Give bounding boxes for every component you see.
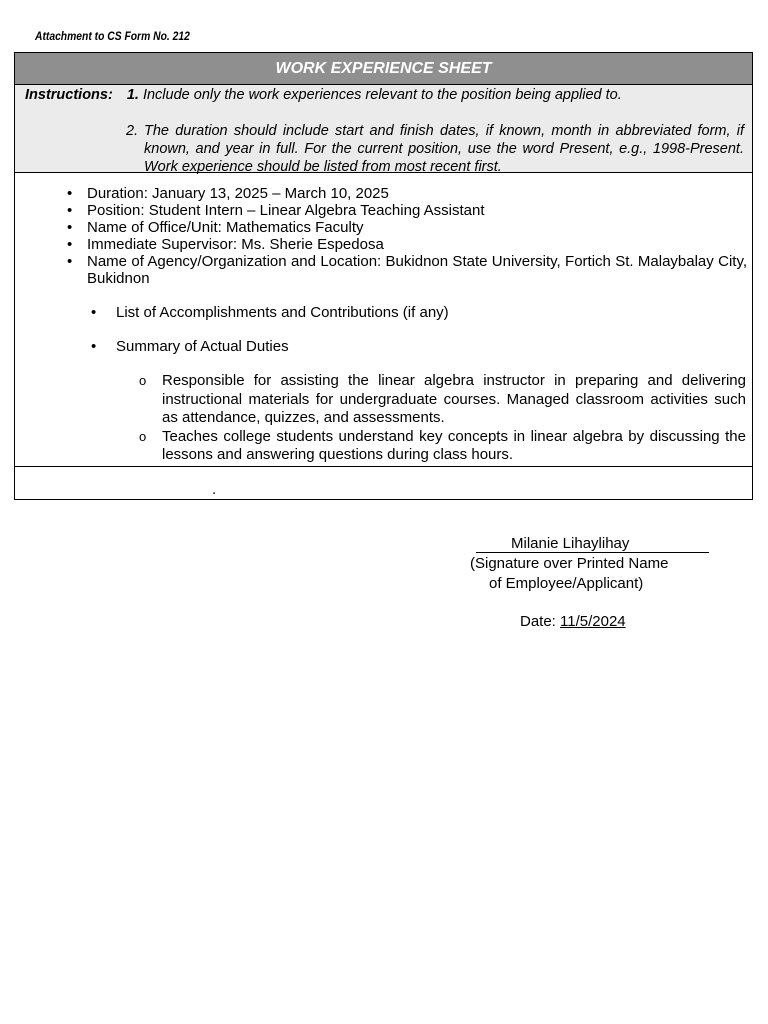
entry-agency: • Name of Agency/Organization and Location: Bukidnon State University, Fortich St. Malaybalay City, Bukidnon [67,253,747,287]
experience-entry [15,173,752,467]
instructions-label: Instructions: [25,87,113,103]
signature-line [476,535,709,553]
work-experience-sheet [14,52,753,500]
entry-office: • Name of Office/Unit: Mathematics Faculty [67,219,747,236]
date-label: Date: [520,613,556,630]
signature-name: Milanie Lihaylihay [511,535,630,552]
entry-duration: • Duration: January 13, 2025 – March 10, 2025 [67,185,747,202]
entry-position: • Position: Student Intern – Linear Algebra Teaching Assistant [67,202,747,219]
instruction-2-number: 2. [126,123,139,139]
instruction-1-number: 1. [126,87,139,103]
instruction-1 [25,86,622,104]
duties-list [139,372,746,465]
duty-item: o Responsible for assisting the linear algebra instructor in preparing and delivering instructional materials for undergraduate courses. Managed classroom activities such as attendance, quizzes, and assessments. [139,372,746,428]
signature-caption-1: (Signature over Printed Name [470,555,669,572]
duties-heading-item [91,338,731,355]
instruction-2 [126,122,744,176]
duty-item: o Teaches college students understand key concepts in linear algebra by discussing the lessons and answering questions during class hours. [139,428,746,465]
signature-date [520,613,626,630]
instruction-1-text: Include only the work experiences relevant to the position being applied to. [142,87,622,103]
attachment-label: Attachment to CS Form No. 212 [35,29,190,43]
sheet-title: WORK EXPERIENCE SHEET [15,53,752,85]
instruction-2-text: The duration should include start and finish dates, if known, month in abbreviated form, if known, and year in full. For the current position, use the word Present, e.g., 1998-Present. Work experience should be listed from most recent first. [144,123,744,175]
entry-supervisor: • Immediate Supervisor: Ms. Sherie Espedosa [67,236,747,253]
sheet-footer-row [15,467,752,499]
accomplishments-label: • List of Accomplishments and Contributions (if any) [91,304,731,321]
date-value: 11/5/2024 [560,613,626,630]
accomplishments-item [91,304,731,321]
footer-mark: . [212,481,217,498]
instructions-block [15,85,752,173]
duties-label: • Summary of Actual Duties [91,338,731,355]
entry-details-list [67,185,747,287]
signature-caption-2: of Employee/Applicant) [489,575,644,592]
